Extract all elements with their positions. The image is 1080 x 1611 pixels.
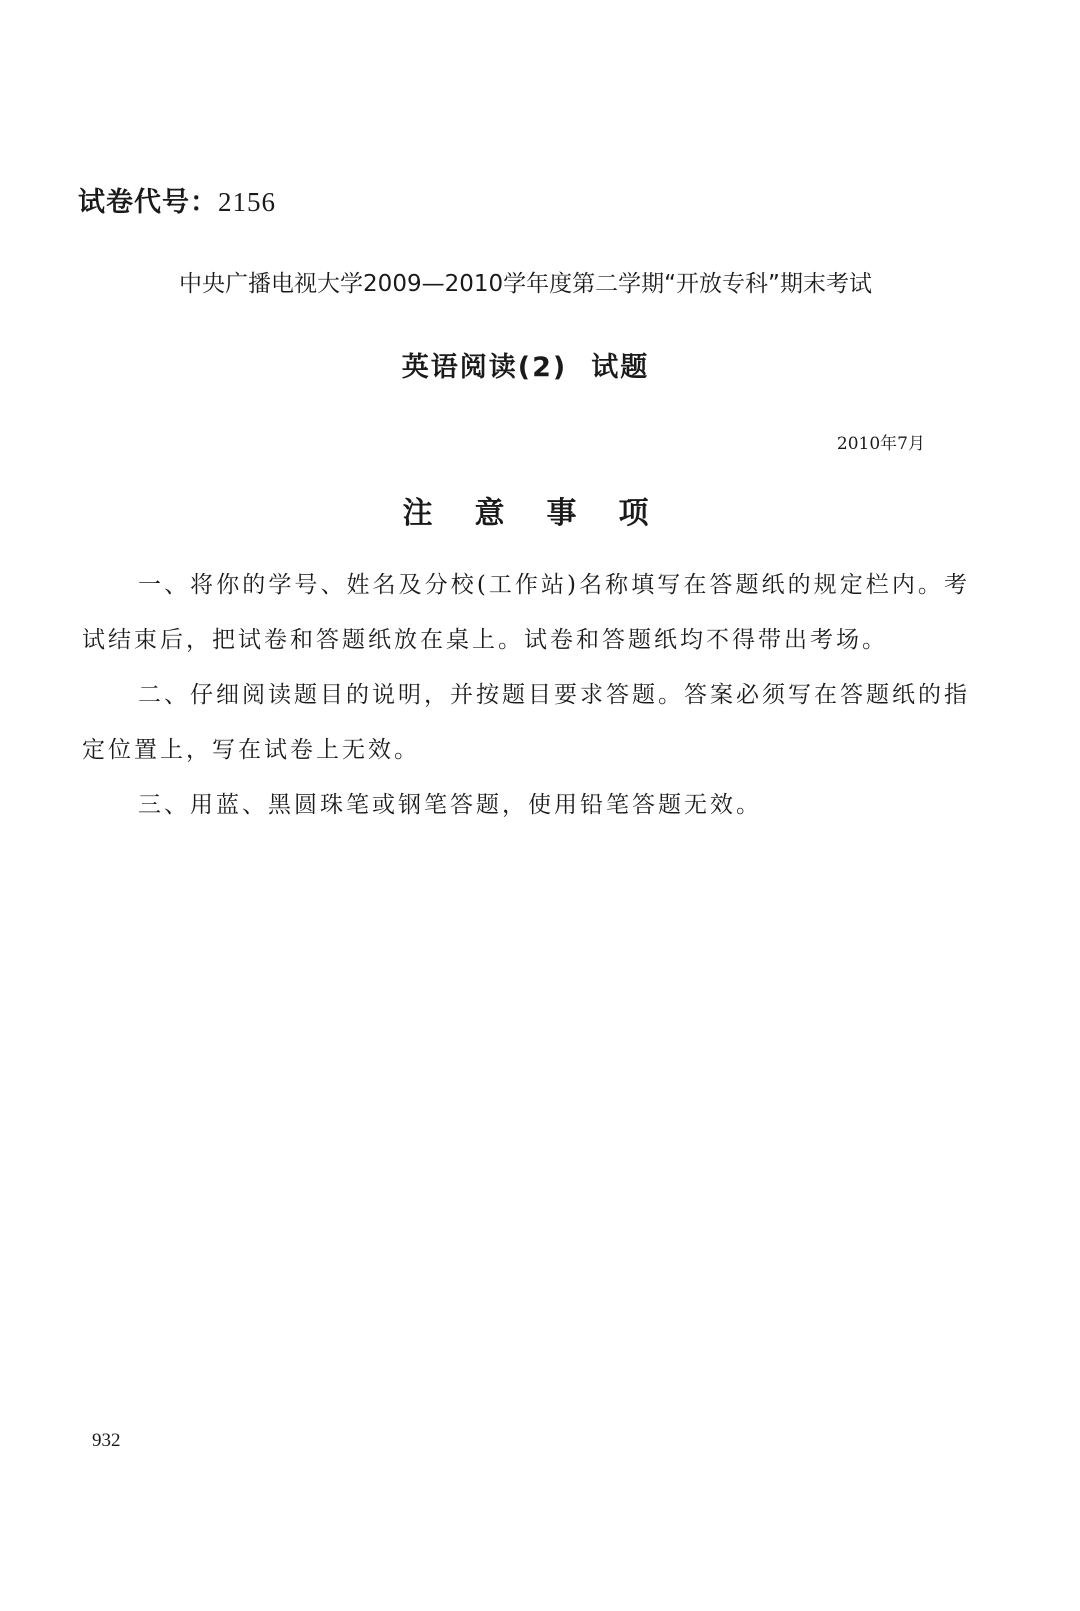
subject-suffix: 试题 xyxy=(591,352,650,383)
notice-item: 一、将你的学号、姓名及分校(工作站)名称填写在答题纸的规定栏内。考试结束后，把试卷和答题纸放在桌上。试卷和答题纸均不得带出考场。 xyxy=(82,572,970,653)
subject-name: 英语阅读(2) xyxy=(401,352,568,383)
paper-code-value: 2156 xyxy=(218,187,276,217)
notice-body xyxy=(82,558,970,833)
notice-item: 三、用蓝、黑圆珠笔或钢笔答题，使用铅笔答题无效。 xyxy=(138,792,762,818)
paper-code xyxy=(78,180,276,225)
subject-title xyxy=(0,346,1051,390)
notice-item: 二、仔细阅读题目的说明，并按题目要求答题。答案必须写在答题纸的指定位置上，写在试卷上无效。 xyxy=(82,682,970,763)
exam-title: 中央广播电视大学2009—2010学年度第二学期“开放专科”期末考试 xyxy=(179,271,872,297)
exam-date: 2010年7月 xyxy=(836,434,925,454)
notice-heading: 注意事项 xyxy=(402,496,691,531)
paper-code-label: 试卷代号： xyxy=(78,187,218,218)
page-number: 932 xyxy=(92,1430,121,1451)
